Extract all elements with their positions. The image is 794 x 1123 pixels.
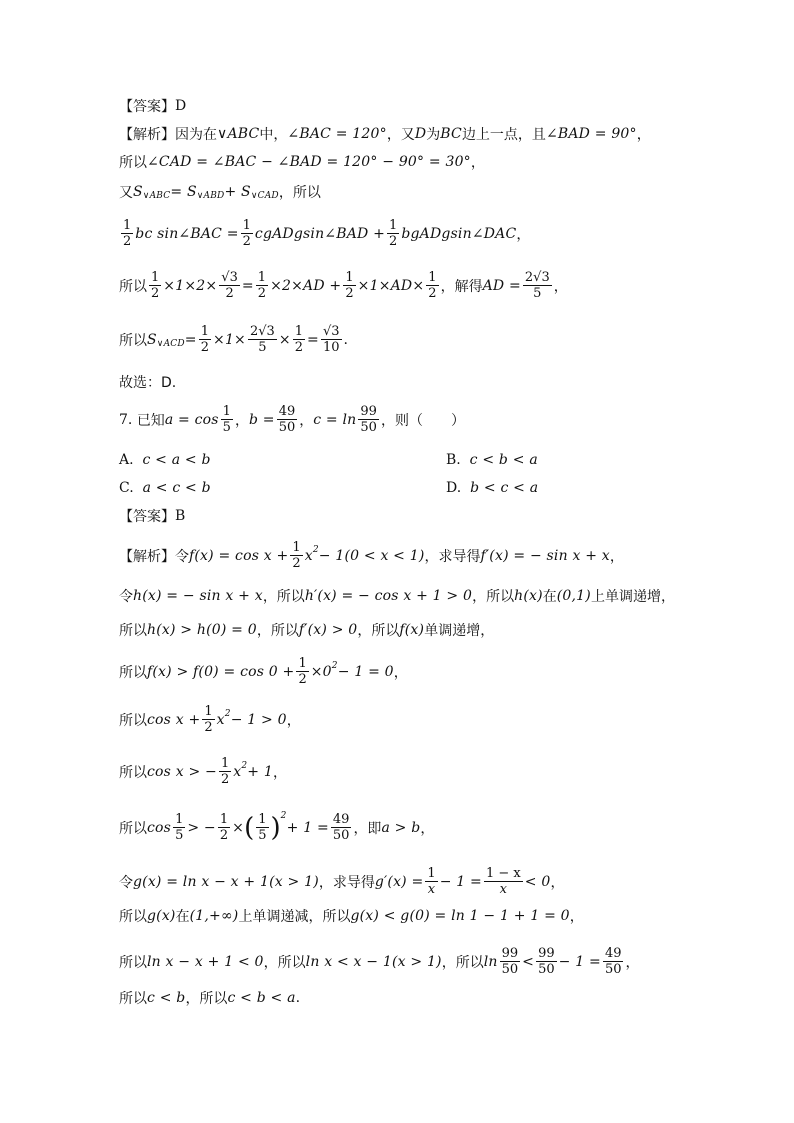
text: 为 xyxy=(426,127,441,143)
math: x xyxy=(304,547,313,564)
solution-line-10 xyxy=(119,946,734,977)
text: ，所以 xyxy=(472,589,515,605)
text: ， xyxy=(569,909,584,925)
fraction: $\frac{1}{2}$ xyxy=(389,218,398,249)
math: BC xyxy=(440,126,462,142)
question-7 xyxy=(119,404,734,435)
option-text: c < a < b xyxy=(142,452,211,468)
text: 中， xyxy=(259,127,288,143)
text: 所以 xyxy=(119,712,147,729)
math: + 1 xyxy=(247,763,273,780)
fraction: $\frac{49}{50}$ xyxy=(278,404,296,435)
text: ， xyxy=(609,548,624,565)
math: bgADgsin∠DAC xyxy=(401,225,517,242)
text: ，所以 xyxy=(262,589,305,605)
fraction: $\frac{1}{2}$ xyxy=(345,270,354,301)
math: f(x) > f(0) = cos 0 + xyxy=(147,663,295,680)
math: > − xyxy=(187,819,216,836)
text: 单调递增， xyxy=(424,623,495,639)
fraction: $\frac{99}{50}$ xyxy=(360,404,377,435)
text: 所以 xyxy=(119,623,147,639)
analysis-line-5 xyxy=(119,270,734,301)
answer-line-1 xyxy=(119,96,734,116)
text: 边上一点，且 xyxy=(461,127,546,143)
math: h′(x) = − cos x + 1 > 0 xyxy=(304,588,473,604)
text: ，求导得 xyxy=(424,548,481,565)
math: ×1× xyxy=(213,331,246,348)
fraction: $\frac{1}{2}$ xyxy=(123,218,132,249)
text: ， xyxy=(470,155,485,171)
math: cos x + xyxy=(147,711,201,728)
analysis-line-2 xyxy=(119,152,734,172)
analysis-line-6 xyxy=(119,324,734,355)
analysis-line-1 xyxy=(119,124,734,144)
math: × xyxy=(278,331,291,348)
answer-label: 【答案】 xyxy=(119,99,175,115)
text: 所以 xyxy=(119,664,147,681)
text: ，所以 xyxy=(185,991,228,1007)
math: cgADgsin∠BAD + xyxy=(254,225,386,242)
solution-line-1 xyxy=(119,540,734,571)
text: ， xyxy=(636,127,651,143)
math: ln xyxy=(483,953,498,970)
fraction: $\frac{1}{5}$ xyxy=(258,812,267,843)
math: − 1 = xyxy=(439,873,482,890)
subscript: ∨ACD xyxy=(156,338,185,349)
math: g(x) < g(0) = ln 1 − 1 + 1 = 0 xyxy=(350,908,570,924)
solution-line-2 xyxy=(119,586,734,606)
fraction: $\frac{1}{2}$ xyxy=(292,540,301,571)
text: 又 xyxy=(119,185,133,201)
math: = xyxy=(307,331,319,348)
text: ，解得 xyxy=(440,278,483,295)
subscript: ∨CAD xyxy=(250,191,279,201)
math: c < b < a xyxy=(227,990,296,1006)
right-paren: ) xyxy=(270,812,281,843)
text: ， xyxy=(234,412,249,429)
option-label: C. xyxy=(119,480,134,496)
math: ∠BAD = 90° xyxy=(545,126,637,142)
math: ×2×AD + xyxy=(270,277,342,294)
option-a[interactable] xyxy=(119,452,211,468)
text: ， xyxy=(286,712,301,729)
text: 令 xyxy=(119,874,133,891)
fraction: $\frac{1}{2}$ xyxy=(219,812,229,843)
text: ， xyxy=(273,764,287,781)
math: g(x) xyxy=(147,908,176,924)
math: ∠CAD = ∠BAC − ∠BAD = 120° − 90° = 30° xyxy=(147,154,471,170)
fraction: $\frac{1}{2}$ xyxy=(257,270,267,301)
superscript: 2 xyxy=(280,810,287,821)
math: − 1 = 0 xyxy=(337,663,394,680)
solution-line-8 xyxy=(119,866,734,897)
solution-line-5 xyxy=(119,704,734,735)
math: ×1×AD× xyxy=(357,277,425,294)
options-row-1 xyxy=(119,452,734,468)
text: . xyxy=(343,331,348,348)
option-text: c < b < a xyxy=(469,452,538,468)
math: AD = xyxy=(482,277,521,294)
math: D xyxy=(414,126,427,142)
fraction: $\frac{1}{2}$ xyxy=(200,324,210,355)
text: . xyxy=(295,990,301,1006)
text: ，所以 xyxy=(263,954,306,971)
fraction: $\frac{49}{50}$ xyxy=(604,946,622,977)
math: + 1 = xyxy=(286,819,329,836)
fraction: $\frac{1}{5}$ xyxy=(222,404,231,435)
text: ， xyxy=(393,664,408,681)
math: g(x) = ln x − x + 1(x > 1) xyxy=(133,873,319,890)
fraction: $\frac{√3}{2}$ xyxy=(221,270,238,301)
text: ， xyxy=(553,278,568,295)
option-text: a < c < b xyxy=(142,480,211,496)
text: 上单调递减，所以 xyxy=(238,909,351,925)
math: (1,+∞) xyxy=(189,908,239,924)
math: c < b xyxy=(147,990,186,1006)
fraction: $\frac{1}{2}$ xyxy=(151,270,160,301)
text: 所以 xyxy=(119,820,147,837)
fraction: $\frac{1}{2}$ xyxy=(294,324,304,355)
text: ，所以 xyxy=(357,623,400,639)
option-d[interactable] xyxy=(446,480,538,496)
text: 已知 xyxy=(136,412,165,429)
math: f(x) = cos x + xyxy=(189,547,289,564)
math: = S xyxy=(170,184,197,200)
math: f′(x) > 0 xyxy=(298,622,358,638)
text: 所以 xyxy=(119,991,147,1007)
math: x xyxy=(233,763,242,780)
text: 令 xyxy=(175,548,189,565)
text: 所以 xyxy=(119,909,147,925)
text: ，所以 xyxy=(278,185,321,201)
math: − 1 = xyxy=(558,953,601,970)
math: < 0 xyxy=(524,873,551,890)
math: cos x > − xyxy=(147,763,217,780)
fraction: $\frac{1}{2}$ xyxy=(428,270,437,301)
math: = xyxy=(241,277,254,294)
math: − 1(0 < x < 1) xyxy=(318,547,425,564)
math: − 1 > 0 xyxy=(230,711,287,728)
analysis-line-3 xyxy=(119,182,734,202)
text: 在 xyxy=(175,909,190,925)
math: (0,1) xyxy=(556,588,591,604)
solution-line-6 xyxy=(119,756,734,787)
math: < xyxy=(522,953,535,970)
text: ，则（ ） xyxy=(380,412,465,429)
text: 所以 xyxy=(119,155,147,171)
analysis-line-7 xyxy=(119,372,734,392)
text: 所以 xyxy=(119,278,147,295)
option-c[interactable] xyxy=(119,480,211,496)
fraction: $\frac{1 - x}{x}$ xyxy=(485,866,521,897)
answer-value: B xyxy=(175,508,186,524)
superscript: 2 xyxy=(241,760,248,771)
math: ×0 xyxy=(310,663,332,680)
text: 所以 xyxy=(119,332,147,349)
text: 令 xyxy=(119,589,133,605)
fraction: $\frac{2√3}{5}$ xyxy=(249,324,275,355)
fraction: $\frac{2√3}{5}$ xyxy=(524,270,550,301)
superscript: 2 xyxy=(312,544,319,555)
math: ln x < x − 1(x > 1) xyxy=(305,953,442,970)
math: bc sin∠BAC = xyxy=(135,225,239,242)
math: ln x − x + 1 < 0 xyxy=(147,953,264,970)
analysis-line-4 xyxy=(119,218,734,249)
math: ∨ABC xyxy=(217,126,260,142)
options-row-2 xyxy=(119,480,734,496)
text: ，即 xyxy=(353,820,382,837)
text: 因为在 xyxy=(175,127,217,143)
math: h(x) = − sin x + x xyxy=(133,588,263,604)
option-label: A. xyxy=(119,452,134,468)
solution-line-7 xyxy=(119,812,734,843)
answer-value: D xyxy=(175,98,187,114)
option-label: D. xyxy=(446,480,462,496)
math: g′(x) = xyxy=(374,873,424,890)
math: f′(x) = − sin x + x xyxy=(480,547,610,564)
math: a > b xyxy=(381,819,421,836)
fraction: $\frac{1}{x}$ xyxy=(427,866,436,897)
text: ，所以 xyxy=(441,954,484,971)
text: 所以 xyxy=(119,954,147,971)
analysis-label: 【解析】 xyxy=(119,548,175,565)
fraction: $\frac{1}{2}$ xyxy=(242,218,251,249)
solution-line-4 xyxy=(119,656,734,687)
math: h(x) > h(0) = 0 xyxy=(147,622,257,638)
analysis-label: 【解析】 xyxy=(119,127,175,143)
math: + S xyxy=(224,184,251,200)
option-b[interactable] xyxy=(446,452,538,468)
option-text: b < c < a xyxy=(470,480,539,496)
math: × xyxy=(232,819,245,836)
option-label: B. xyxy=(446,452,461,468)
superscript: 2 xyxy=(331,660,338,671)
math: S xyxy=(133,184,143,200)
fraction: $\frac{99}{50}$ xyxy=(538,946,555,977)
text: 在 xyxy=(542,589,557,605)
fraction: $\frac{49}{50}$ xyxy=(332,812,350,843)
text: ， xyxy=(625,954,640,971)
solution-line-11 xyxy=(119,988,734,1008)
subscript: ∨ABC xyxy=(142,191,171,201)
math: ×1×2× xyxy=(163,277,218,294)
fraction: $\frac{1}{5}$ xyxy=(175,812,184,843)
text: 故选：D. xyxy=(119,375,177,391)
math: f(x) xyxy=(399,622,425,638)
fraction: $\frac{1}{2}$ xyxy=(298,656,307,687)
fraction: $\frac{√3}{10}$ xyxy=(322,324,340,355)
math: h(x) xyxy=(514,588,543,604)
math: ∠BAC = 120° xyxy=(287,126,387,142)
fraction: $\frac{1}{2}$ xyxy=(220,756,230,787)
text: 所以 xyxy=(119,764,147,781)
text: ， xyxy=(420,820,435,837)
text: ，求导得 xyxy=(318,874,375,891)
math: cos xyxy=(147,819,172,836)
fraction: $\frac{99}{50}$ xyxy=(501,946,519,977)
answer-line-2 xyxy=(119,506,734,526)
math: x xyxy=(216,711,225,728)
math: c = ln xyxy=(313,411,357,428)
text: ， xyxy=(299,412,314,429)
text: ，又 xyxy=(386,127,415,143)
solution-line-3 xyxy=(119,620,734,640)
text: ， xyxy=(550,874,565,891)
answer-label: 【答案】 xyxy=(119,509,175,525)
left-paren: ( xyxy=(244,812,255,843)
text: 上单调递增， xyxy=(590,589,675,605)
solution-line-9 xyxy=(119,906,734,926)
math: S xyxy=(147,331,157,348)
superscript: 2 xyxy=(224,708,231,719)
text: ， xyxy=(516,226,531,243)
question-number: 7. xyxy=(119,411,133,428)
math: = xyxy=(184,331,197,348)
text: ，所以 xyxy=(256,623,299,639)
subscript: ∨ABD xyxy=(196,191,225,201)
math: b = xyxy=(248,411,275,428)
fraction: $\frac{1}{2}$ xyxy=(204,704,213,735)
math: a = cos xyxy=(164,411,219,428)
